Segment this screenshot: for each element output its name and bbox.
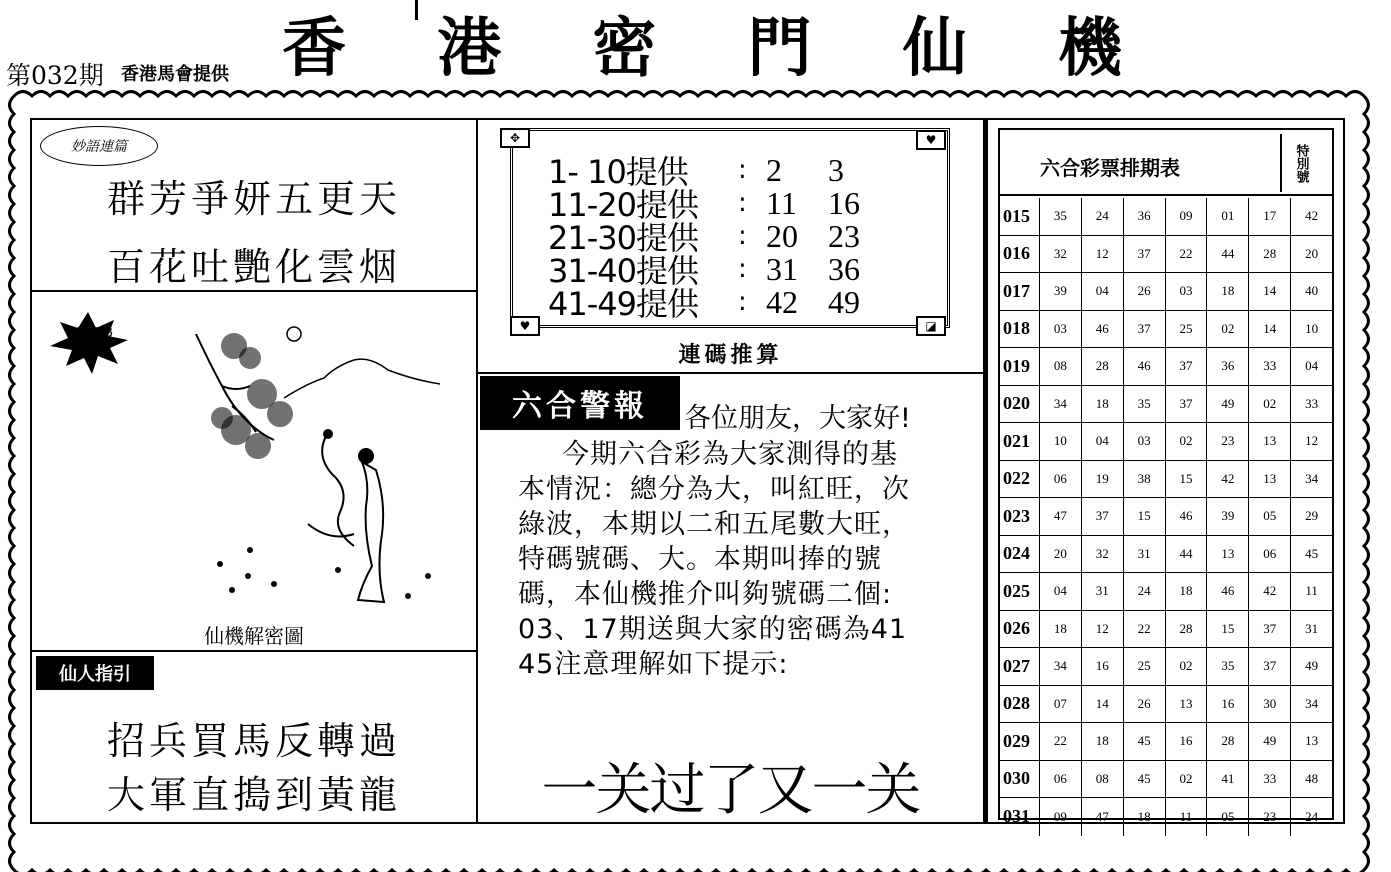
range-number: 16 [828,184,860,221]
number-cell: 11 [1305,583,1318,599]
table-row [1000,311,1332,349]
number-cell: 32 [1082,536,1124,573]
number-cell: 23 [1249,798,1291,836]
number-cell: 32 [1040,236,1082,273]
greeting-text: 各位朋友，大家好! [684,403,911,434]
range-label: 21-30提供 [548,219,698,257]
number-cell: 34 [1040,386,1082,423]
number-cell: 06 [1040,761,1082,798]
number-cell: 06 [1249,536,1291,573]
issue-cell: 026 [1000,611,1040,648]
number-cell: 46 [1082,311,1124,348]
number-cell: 42 [1305,208,1319,224]
number-cell: 20 [1305,245,1319,261]
range-caption: 連碼推算 [678,343,783,368]
number-cell: 03 [1040,311,1082,348]
number-cell: 37 [1124,236,1166,273]
table-row [1000,498,1332,536]
number-cell: 20 [1040,536,1082,573]
number-cell: 46 [1207,573,1249,610]
table-row [1000,198,1332,236]
serpent-lady-icon [308,430,384,602]
heart-icon: ♥ [510,316,540,336]
number-cell: 18 [1082,386,1124,423]
issue-cell: 023 [1000,498,1040,535]
issue-cell: 017 [1000,273,1040,310]
number-cell: 31 [1124,536,1166,573]
starburst-label: 四肖兄弟 [69,326,113,339]
number-cell: 16 [1166,723,1208,760]
issue-cell: 025 [1000,573,1040,610]
number-cell: 37 [1166,348,1208,385]
heart-icon: ♥ [916,130,946,150]
number-cell: 04 [1082,273,1124,310]
number-cell: 49 [1249,723,1291,760]
divider [32,650,476,652]
grass-tufts [217,547,431,599]
issue-cell: 018 [1000,311,1040,348]
middle-panel [478,118,985,824]
number-cell: 04 [1082,423,1124,460]
number-cell: 02 [1207,311,1249,348]
range-colon: : [738,155,747,185]
range-label: 1- 10提供 [548,153,688,191]
illustration-caption: 仙機解密圖 [204,624,304,648]
divider [478,372,983,374]
range-label: 31-40提供 [548,252,698,290]
number-cell: 40 [1305,283,1319,299]
number-cell: 24 [1082,198,1124,235]
number-cell: 31 [1082,573,1124,610]
paragraph-line: 特碼號碼、大。本期叫捧的號 [518,544,882,575]
title-char: 港 [437,12,502,86]
range-number: 42 [766,283,798,320]
number-cell: 42 [1207,461,1249,498]
number-cell: 04 [1305,358,1319,374]
number-cell: 45 [1305,545,1319,561]
number-cell: 45 [1124,761,1166,798]
number-cell: 10 [1040,423,1082,460]
number-cell: 14 [1249,273,1291,310]
number-cell: 37 [1082,498,1124,535]
number-cell: 18 [1207,273,1249,310]
number-cell: 23 [1207,423,1249,460]
number-cell: 15 [1207,611,1249,648]
table-row [1000,686,1332,724]
issue-cell: 020 [1000,386,1040,423]
issue-cell: 021 [1000,423,1040,460]
number-cell: 05 [1207,798,1249,836]
number-cell: 12 [1082,236,1124,273]
number-cell: 46 [1124,348,1166,385]
range-label: 41-49提供 [548,285,698,323]
corner-ornament-icon: ✥ [500,128,530,148]
issue-cell: 015 [1000,198,1040,235]
number-cell: 18 [1124,798,1166,836]
number-cell: 07 [1040,686,1082,723]
number-cell: 44 [1166,536,1208,573]
number-cell: 13 [1249,461,1291,498]
number-cell: 12 [1082,611,1124,648]
number-cell: 02 [1166,761,1208,798]
table-row [1000,536,1332,574]
provider-text: 香港馬會提供 [121,64,229,85]
number-cell: 37 [1124,311,1166,348]
issue-cell: 029 [1000,723,1040,760]
title-char: 密 [592,12,657,86]
number-cell: 28 [1166,611,1208,648]
number-cell: 37 [1166,386,1208,423]
title-char: 香 [282,12,346,86]
table-row [1000,386,1332,424]
number-cell: 41 [1207,761,1249,798]
number-cell: 47 [1040,498,1082,535]
number-cell: 11 [1166,798,1208,836]
number-cell: 33 [1305,395,1319,411]
paragraph-line: 碼，本仙機推介叫夠號碼二個: [518,579,893,610]
paragraph-line: 45注意理解如下提示: [518,649,789,680]
number-cell: 29 [1305,508,1319,524]
number-cell: 03 [1124,423,1166,460]
range-number: 36 [828,250,860,287]
divider [32,290,476,292]
table-row [1000,461,1332,499]
paragraph-line: 綠波，本期以二和五尾數大旺， [518,509,910,540]
number-cell: 02 [1166,648,1208,685]
number-cell: 33 [1249,761,1291,798]
number-cell: 30 [1249,686,1291,723]
title-char: 機 [1057,12,1122,86]
number-cell: 08 [1082,761,1124,798]
blossom-tree-icon [196,334,292,458]
number-cell: 34 [1305,470,1319,486]
number-cell: 03 [1166,273,1208,310]
poem-line: 大軍直搗到黃龍 [106,773,401,817]
number-cell: 42 [1249,573,1291,610]
right-panel [985,118,1345,827]
number-cell: 34 [1040,648,1082,685]
number-cell: 22 [1166,236,1208,273]
special-number-label: 特別號 [1280,134,1320,192]
table-row [1000,236,1332,274]
number-cell: 25 [1166,311,1208,348]
number-cell: 39 [1207,498,1249,535]
table-row [1000,273,1332,311]
number-cell: 16 [1082,648,1124,685]
number-cell: 28 [1207,723,1249,760]
issue-cell: 024 [1000,536,1040,573]
table-row [1000,648,1332,686]
number-cell: 36 [1207,348,1249,385]
schedule-rows [1000,198,1332,836]
issue-cell: 028 [1000,686,1040,723]
number-cell: 08 [1040,348,1082,385]
range-number: 31 [766,250,798,287]
number-cell: 28 [1082,348,1124,385]
number-cell: 44 [1207,236,1249,273]
number-cell: 18 [1082,723,1124,760]
number-cell: 18 [1166,573,1208,610]
paragraph-line: 本情況：總分為大，叫紅旺，次 [518,474,910,505]
paragraph-line: 03、17期送與大家的密碼為41 [518,614,908,645]
number-cell: 26 [1124,273,1166,310]
number-cell: 16 [1207,686,1249,723]
issue-cell: 030 [1000,761,1040,798]
table-row [1000,761,1332,799]
number-cell: 12 [1305,433,1319,449]
number-cell: 25 [1124,648,1166,685]
number-cell: 47 [1082,798,1124,836]
issue-cell: 019 [1000,348,1040,385]
range-number: 2 [766,151,782,188]
range-number: 49 [828,283,860,320]
range-number: 3 [828,151,844,188]
number-cell: 02 [1166,423,1208,460]
section-badge: 妙語連篇 [40,126,158,166]
range-colon: : [738,287,747,317]
number-cell: 02 [1249,386,1291,423]
number-cell: 26 [1124,686,1166,723]
number-cell: 49 [1207,386,1249,423]
range-colon: : [738,221,747,251]
number-cell: 22 [1040,723,1082,760]
number-cell: 10 [1305,320,1319,336]
number-cell: 28 [1249,236,1291,273]
number-cell: 14 [1249,311,1291,348]
schedule-title: 六合彩票排期表 [1040,156,1180,180]
range-number: 11 [766,184,797,221]
number-cell: 13 [1166,686,1208,723]
range-colon: : [738,254,747,284]
schedule-table [998,128,1334,827]
poem-line: 百花吐艷化雲烟 [106,245,401,289]
table-row [1000,611,1332,649]
table-row [1000,423,1332,461]
number-cell: 35 [1040,198,1082,235]
number-cell: 37 [1249,648,1291,685]
number-cell: 05 [1249,498,1291,535]
number-cell: 24 [1124,573,1166,610]
number-cell: 35 [1207,648,1249,685]
number-cell: 46 [1166,498,1208,535]
number-cell: 09 [1040,798,1082,836]
number-cell: 33 [1249,348,1291,385]
alert-tag: 六合警報 [480,376,680,430]
number-cell: 13 [1305,733,1319,749]
number-cell: 45 [1124,723,1166,760]
number-cell: 19 [1082,461,1124,498]
number-cell: 15 [1166,461,1208,498]
number-cell: 39 [1040,273,1082,310]
corner-ornament-icon: ◪ [916,316,946,336]
poem-line: 招兵買馬反轉過 [106,719,401,763]
issue-cell: 022 [1000,461,1040,498]
number-cell: 18 [1040,611,1082,648]
title-char: 門 [747,12,812,86]
number-cell: 01 [1207,198,1249,235]
number-cell: 38 [1124,461,1166,498]
number-cell: 48 [1305,770,1319,786]
range-row [548,283,878,323]
number-cell: 24 [1305,808,1319,824]
number-cell: 17 [1249,198,1291,235]
number-cell: 36 [1124,198,1166,235]
riddle-illustration [36,294,476,644]
number-cell: 13 [1207,536,1249,573]
number-cell: 15 [1124,498,1166,535]
title-char: 仙 [902,12,967,86]
range-colon: : [738,188,747,218]
number-cell: 34 [1305,695,1319,711]
number-cell: 22 [1124,611,1166,648]
motto-text: 一关过了又一关 [541,758,920,823]
paragraph-line: 今期六合彩為大家測得的基 [562,439,898,470]
table-row [1000,573,1332,611]
table-row [1000,798,1332,836]
schedule-header [1000,130,1332,196]
range-number: 20 [766,217,798,254]
number-cell: 06 [1040,461,1082,498]
range-number: 23 [828,217,860,254]
number-cell: 37 [1249,611,1291,648]
issue-cell: 016 [1000,236,1040,273]
issue-number: 第032期 [6,61,104,90]
table-row [1000,723,1332,761]
issue-cell: 031 [1000,798,1040,836]
number-cell: 09 [1166,198,1208,235]
number-cell: 14 [1082,686,1124,723]
number-cell: 04 [1040,573,1082,610]
moon-icon [287,327,301,341]
poem-line: 群芳爭妍五更天 [106,177,401,221]
table-row [1000,348,1332,386]
number-cell: 31 [1305,620,1319,636]
issue-cell: 027 [1000,648,1040,685]
left-panel [30,118,478,824]
number-cell: 35 [1124,386,1166,423]
guide-tag: 仙人指引 [36,656,154,690]
mountain-line [284,359,440,398]
starburst-icon [50,312,128,374]
main-title [282,8,1122,86]
number-cell: 13 [1249,423,1291,460]
number-cell: 49 [1305,658,1319,674]
range-label: 11-20提供 [548,186,698,224]
